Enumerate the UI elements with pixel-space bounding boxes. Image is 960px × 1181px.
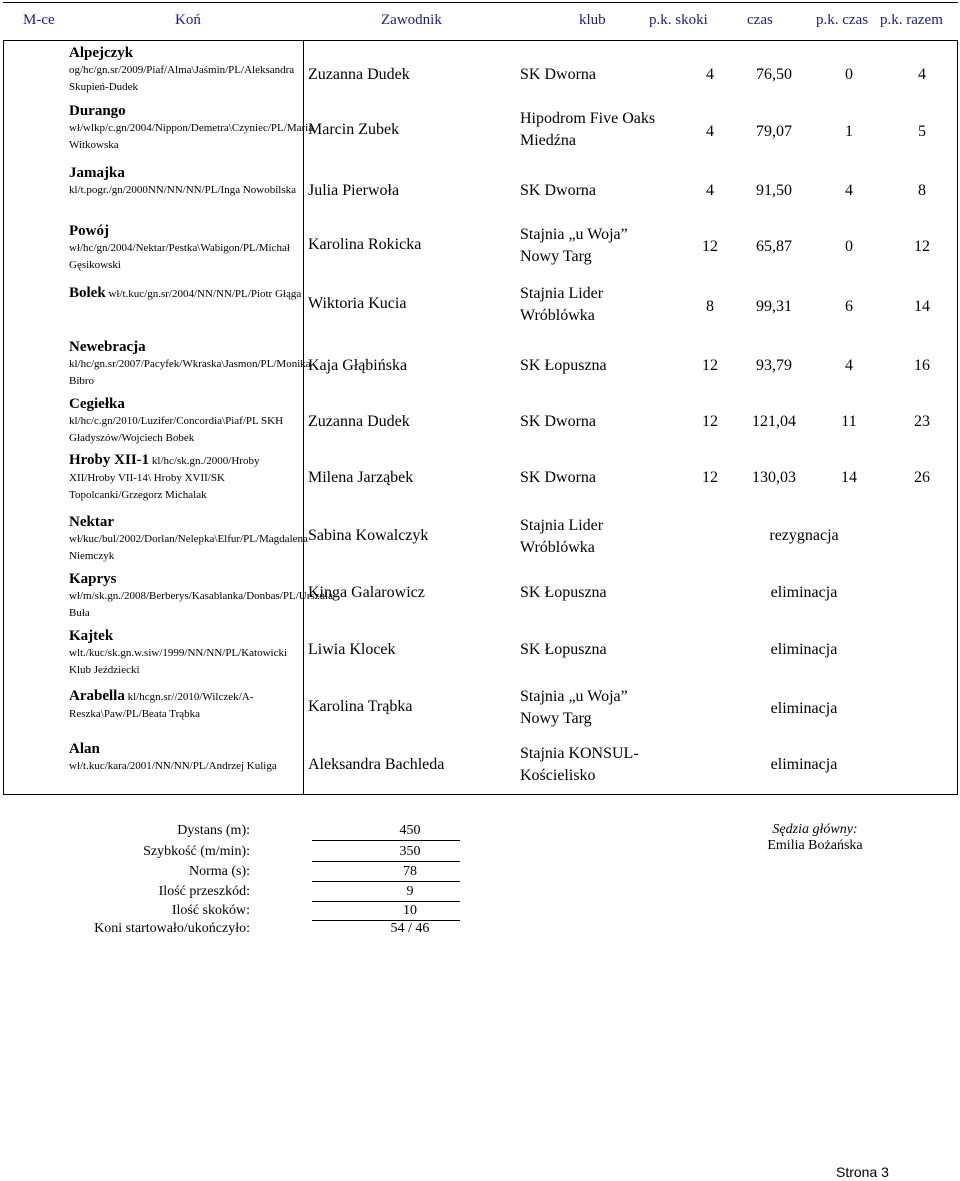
judge-name: Emilia Bożańska [767,838,863,853]
rider-name: Zuzanna Dudek [308,66,410,83]
horse-name: Jamajka [69,165,125,181]
pk-skoki-value: 4 [706,123,714,140]
rider-name: Julia Pierwoła [308,182,400,199]
czas-value: 121,04 [752,413,796,430]
rider-name: Kinga Galarowicz [308,584,425,601]
result-status: rezygnacja [769,527,839,544]
rider-name: Karolina Trąbka [308,698,413,715]
table-header [3,2,958,41]
header-mce: M-ce [23,12,55,28]
pk-skoki-value: 8 [706,298,714,315]
horse-cell [69,513,308,565]
club-name: Stajnia „u Woja” Nowy Targ [520,226,628,265]
header-pk-skoki: p.k. skoki [649,12,708,28]
czas-value: 99,31 [756,298,792,315]
pk-czas-value: 11 [841,413,857,430]
obstacles-value: 9 [406,884,414,899]
jumps-value: 10 [403,903,417,918]
razem-value: 4 [918,66,926,83]
club-name: SK Dworna [520,182,596,199]
rider-name: Karolina Rokicka [308,236,422,253]
horse-cell [69,102,314,154]
horse-cell [69,570,333,622]
horse-entry [69,452,304,504]
rider-name: Kaja Głąbińska [308,357,408,374]
club-name: Stajnia Lider Wróblówka [520,517,604,556]
horse-entry [69,688,304,723]
horse-name: Arabella [69,688,125,704]
pk-czas-value: 1 [845,123,853,140]
header-pk-czas: p.k. czas [816,12,869,28]
razem-value: 5 [918,123,926,140]
horse-info: wł/t.kuc/kara/2001/NN/NN/PL/Andrzej Kuliga [69,760,277,772]
header-pk-razem: p.k. razem [880,12,943,28]
horse-info: wł/hc/gn/2004/Nektar/Pestka\Wabigon/PL/Michał Gęsikowski [69,242,290,271]
horses-label: Koni startowało/ukończyło: [94,921,250,936]
separator [312,881,460,882]
horse-cell [69,627,304,679]
horse-info: kl/hc/sk.gn./2000/Hroby XII/Hroby VII-14\ Hroby XVII/SK Topolcanki/Grzegorz Michalak [69,455,260,501]
result-status: eliminacja [770,700,838,717]
horse-cell [69,222,304,274]
horse-cell [69,285,304,303]
horse-cell [69,164,304,199]
club-name: SK Dworna [520,469,596,486]
horse-cell [69,688,304,723]
horse-info: wlt./kuc/sk.gn.w.siw/1999/NN/NN/PL/Katowicki Klub Jeździecki [69,647,288,676]
norm-value: 78 [403,864,417,879]
rider-name: Zuzanna Dudek [308,413,410,430]
razem-value: 26 [914,469,930,486]
razem-value: 8 [918,182,926,199]
horse-name: Kaprys [69,571,117,587]
horse-name: Bolek [69,285,106,301]
rider-name: Liwia Klocek [308,641,396,658]
horse-name: Cegiełka [69,396,125,412]
header-kon: Koń [175,12,201,28]
razem-value: 16 [914,357,930,374]
pk-czas-value: 4 [845,182,853,199]
pk-czas-value: 4 [845,357,853,374]
club-name: Stajnia „u Woja” Nowy Targ [520,688,628,727]
pk-skoki-value: 4 [706,66,714,83]
horse-name: Nektar [69,514,114,530]
horse-info: wł/kuc/bul/2002/Dorlan/Nelepka\Elfur/PL/Magdalena Niemczyk [69,533,308,562]
horse-cell [69,44,304,96]
club-name: SK Łopuszna [520,584,607,601]
pk-skoki-value: 12 [702,238,718,255]
result-status: eliminacja [770,641,838,658]
pk-czas-value: 14 [841,469,857,486]
horse-entry [69,285,304,303]
result-status: eliminacja [770,756,838,773]
horse-cell [69,740,304,775]
horse-name: Alan [69,741,100,757]
horse-name: Newebracja [69,339,146,355]
horse-info: og/hc/gn.sr/2009/Piaf/Alma\Jaśmin/PL/Aleksandra Skupień-Dudek [69,64,295,93]
pk-skoki-value: 12 [702,469,718,486]
horse-name: Hroby XII-1 [69,452,150,468]
horses-value: 54 / 46 [390,921,430,936]
rider-name: Sabina Kowalczyk [308,527,429,544]
obstacles-label: Ilość przeszkód: [158,884,250,899]
pk-skoki-value: 12 [702,357,718,374]
pk-skoki-value: 4 [706,182,714,199]
horse-name: Kajtek [69,628,114,644]
header-zawodnik: Zawodnik [381,12,442,28]
club-name: SK Łopuszna [520,357,607,374]
razem-value: 12 [914,238,930,255]
separator [312,840,460,841]
distance-label: Dystans (m): [177,823,250,838]
horse-info: kl/t.pogr./gn/2000NN/NN/NN/PL/Inga Nowobilska [69,184,297,196]
pk-czas-value: 0 [845,66,853,83]
horse-cell [69,395,304,447]
results-table [3,40,958,795]
club-name: SK Łopuszna [520,641,607,658]
horse-info: kl/hcgn.sr//2010/Wilczek/A-Reszka\Paw/PL/Beata Trąbka [69,691,254,720]
rider-name: Milena Jarząbek [308,469,414,486]
razem-value: 14 [914,298,930,315]
result-status: eliminacja [770,584,838,601]
horse-info: wł/m/sk.gn./2008/Berberys/Kasablanka/Donbas/PL/Urszula Buła [69,590,333,619]
distance-value: 450 [399,823,421,838]
horse-cell [69,452,304,504]
horse-name: Alpejczyk [69,45,134,61]
club-name: Hipodrom Five Oaks Miedźna [520,110,656,149]
horse-name: Durango [69,103,126,119]
norm-label: Norma (s): [188,864,250,879]
speed-value: 350 [399,844,421,859]
horse-info: wł/wlkp/c.gn/2004/Nippon/Demetra\Czyniec/PL/Maria Witkowska [69,122,314,151]
horse-name: Powój [69,223,109,239]
speed-label: Szybkość (m/min): [143,844,250,859]
horse-info: wł/t.kuc/gn.sr/2004/NN/NN/PL/Piotr Głąga [108,288,302,300]
czas-value: 91,50 [756,182,792,199]
rider-name: Aleksandra Bachleda [308,756,445,773]
pk-skoki-value: 12 [702,413,718,430]
czas-value: 79,07 [756,123,792,140]
pk-czas-value: 6 [845,298,853,315]
jumps-label: Ilość skoków: [171,903,250,918]
header-czas: czas [747,12,773,28]
club-name: Stajnia KONSUL-Kościelisko [520,745,639,784]
club-name: Stajnia Lider Wróblówka [520,285,604,324]
header-klub: klub [579,12,606,28]
czas-value: 130,03 [752,469,796,486]
club-name: SK Dworna [520,66,596,83]
horse-info: kl/hc/c.gn/2010/Luzifer/Concordia\Piaf/PL SKH Gładyszów/Wojciech Bobek [69,415,284,444]
judge-block [760,822,870,854]
pk-czas-value: 0 [845,238,853,255]
razem-value: 23 [914,413,930,430]
page-number: Strona 3 [836,1164,889,1180]
separator [312,861,460,862]
czas-value: 76,50 [756,66,792,83]
rider-name: Wiktoria Kucia [308,295,407,312]
horse-info: kl/hc/gn.sr/2007/Pacyfek/Wkraska\Jasmon/PL/Monika Bibro [69,358,311,387]
club-name: SK Dworna [520,413,596,430]
czas-value: 65,87 [756,238,792,255]
czas-value: 93,79 [756,357,792,374]
judge-label: Sędzia główny: [772,822,858,837]
horse-cell [69,338,311,390]
rider-name: Marcin Zubek [308,121,400,138]
